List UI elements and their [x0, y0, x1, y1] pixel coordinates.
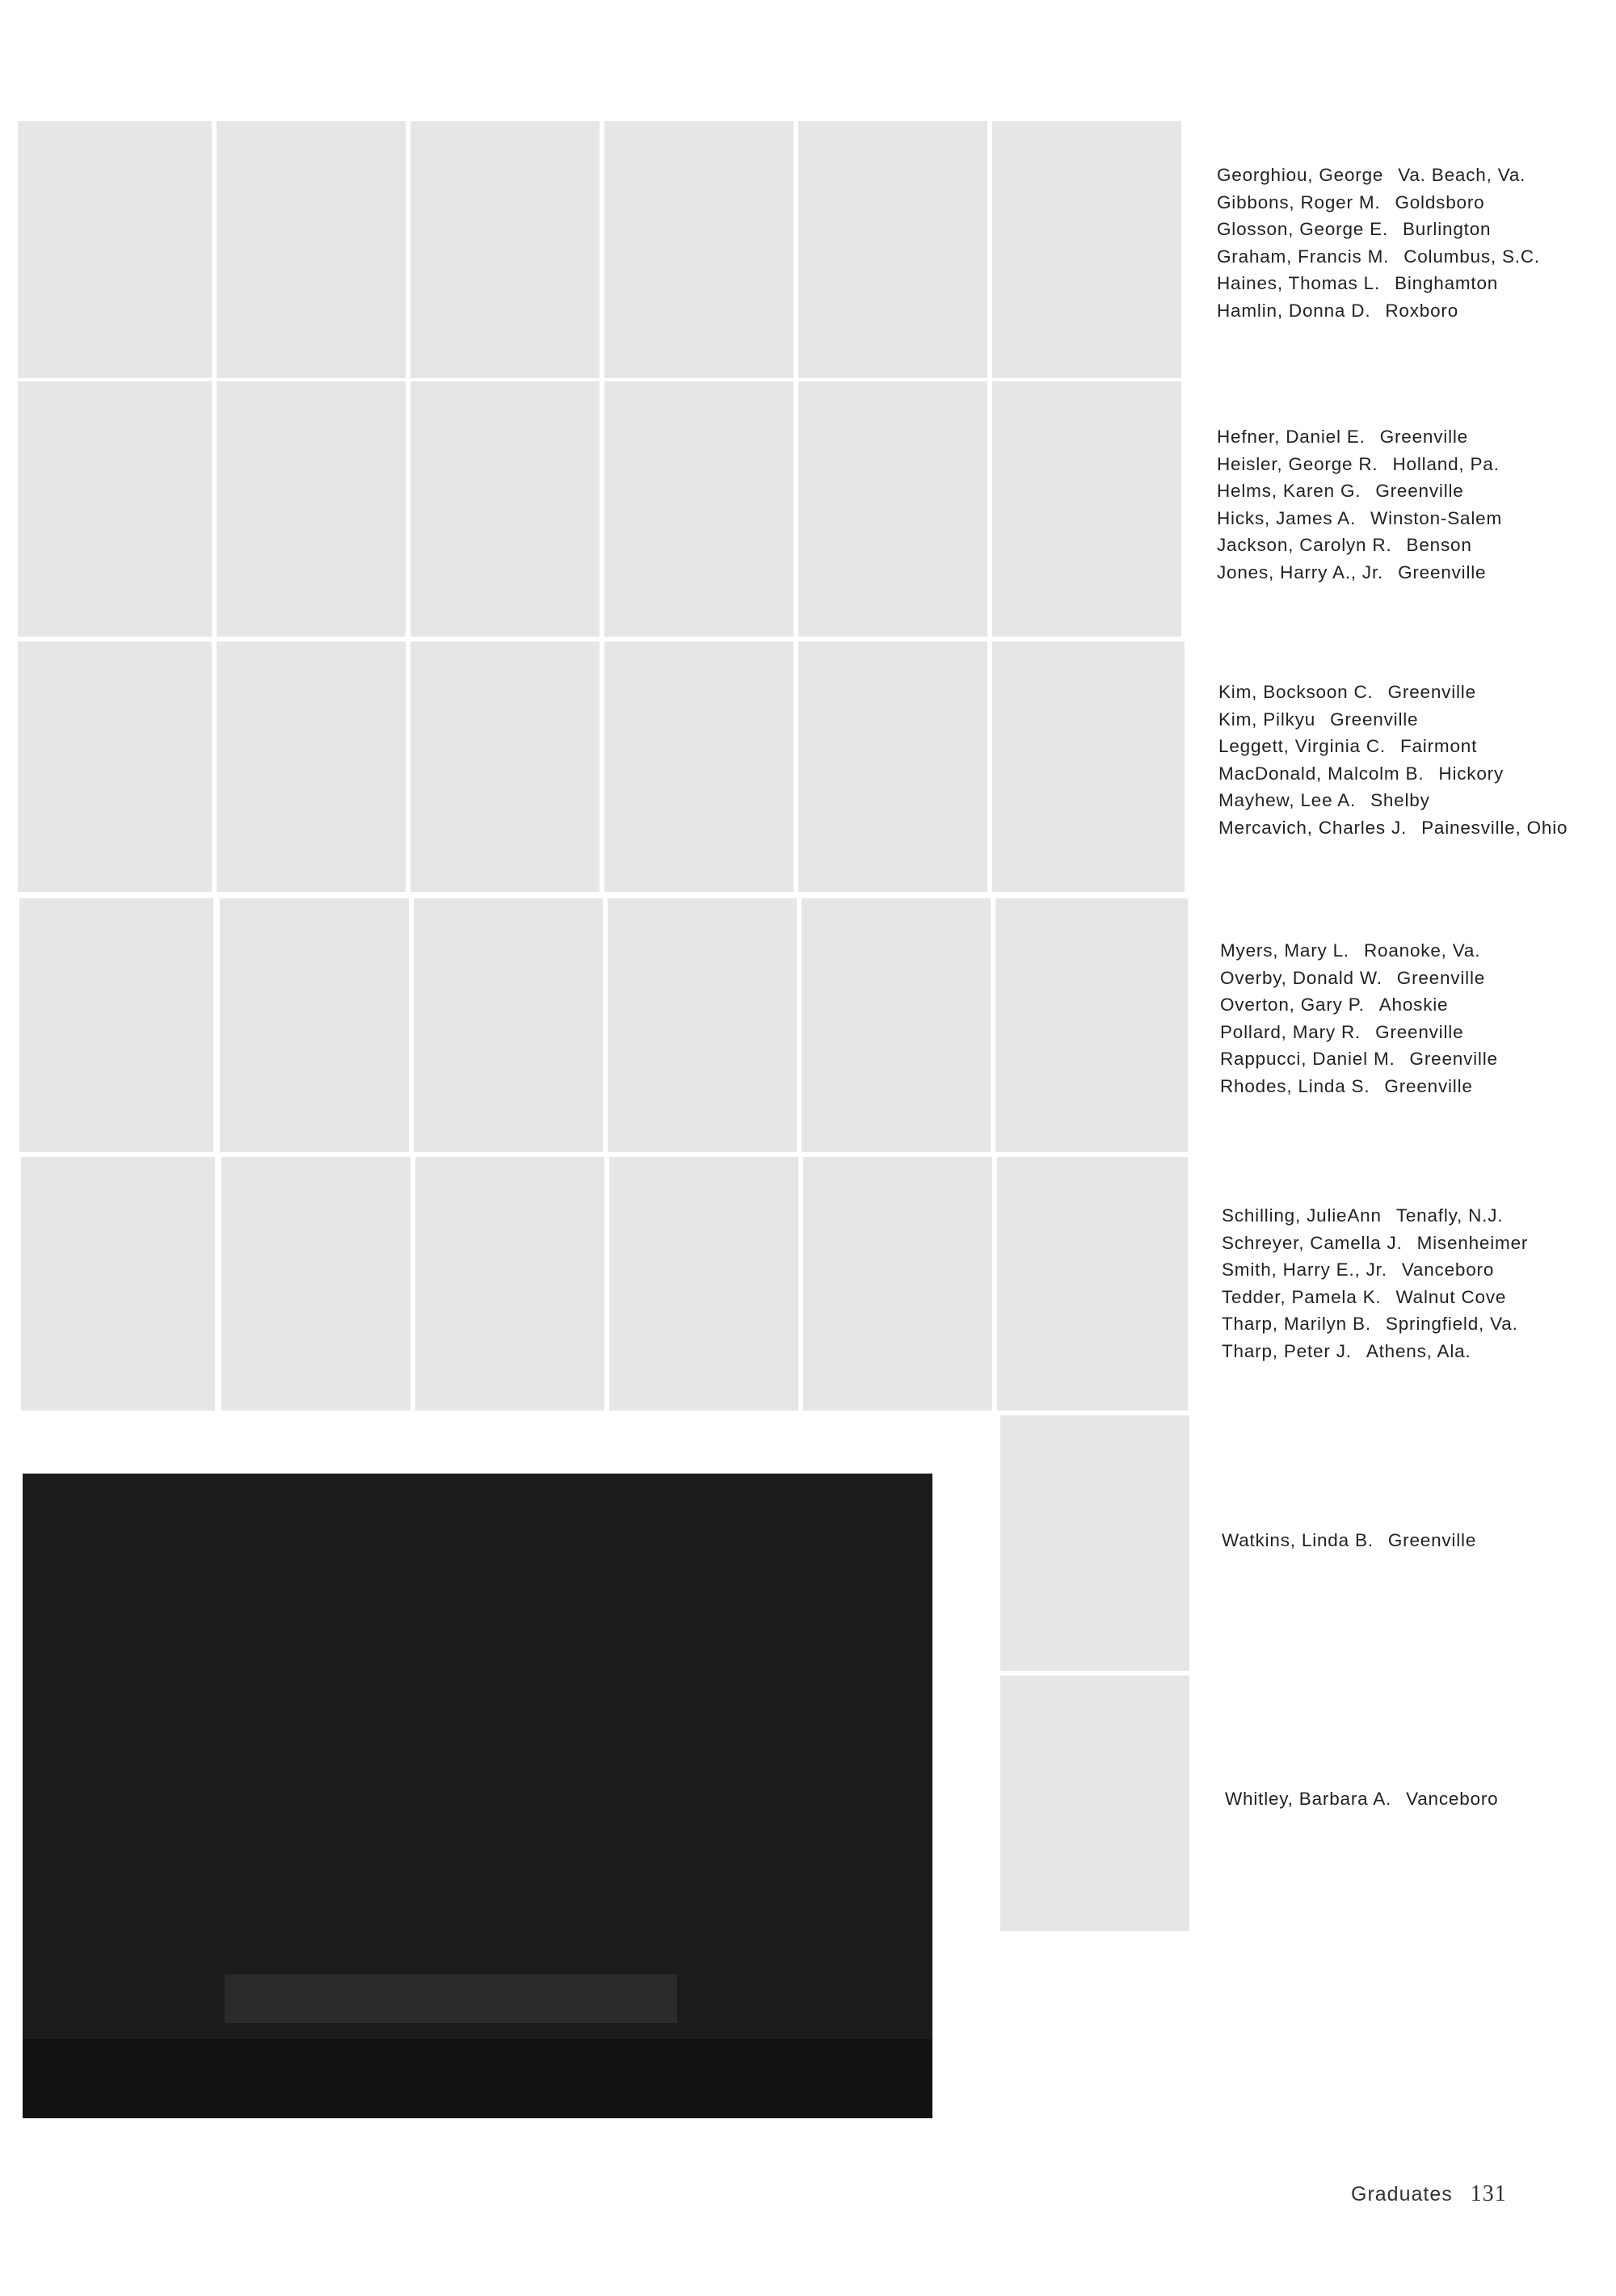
student-entry [1217, 189, 1540, 217]
portrait-photo [415, 1157, 604, 1411]
portrait-photo [217, 121, 406, 378]
student-entry [1220, 965, 1498, 992]
student-hometown: Greenville [1409, 1049, 1498, 1069]
portrait-photo [221, 1157, 410, 1411]
student-name: MacDonald, Malcolm B. [1218, 763, 1425, 784]
campus-building-photo [23, 1474, 932, 2118]
portrait-photo [21, 1157, 215, 1411]
student-hometown: Tenafly, N.J. [1395, 1205, 1504, 1226]
student-entry [1218, 706, 1568, 734]
portrait-photo [604, 381, 793, 637]
student-hometown: Greenville [1387, 682, 1476, 702]
portrait-photo [18, 381, 212, 637]
student-entry [1222, 1256, 1528, 1284]
portrait-photo [18, 121, 212, 378]
student-entry [1222, 1338, 1528, 1365]
student-entry [1217, 477, 1502, 505]
student-entry [1218, 787, 1568, 814]
student-entry [1222, 1310, 1528, 1338]
student-hometown: Benson [1406, 535, 1472, 555]
student-name: Graham, Francis M. [1217, 246, 1390, 267]
name-list [1217, 423, 1502, 586]
portrait-photo [798, 381, 987, 637]
student-name: Pollard, Mary R. [1220, 1021, 1361, 1042]
name-list [1225, 1785, 1498, 1813]
student-hometown: Vanceboro [1401, 1259, 1495, 1280]
student-name: Kim, Bocksoon C. [1218, 682, 1374, 702]
student-hometown: Holland, Pa. [1392, 453, 1500, 474]
student-entry [1220, 1073, 1498, 1100]
student-entry [1217, 270, 1540, 297]
student-name: Schreyer, Camella J. [1222, 1232, 1403, 1253]
portrait-photo [609, 1157, 798, 1411]
portrait-photo [410, 641, 600, 892]
portrait-photo [19, 898, 213, 1152]
portrait-photo [604, 121, 793, 378]
student-hometown: Greenville [1396, 967, 1486, 988]
student-entry [1218, 733, 1568, 760]
student-name: Hicks, James A. [1217, 507, 1357, 528]
student-name: Whitley, Barbara A. [1225, 1789, 1392, 1809]
portrait-photo [608, 898, 797, 1152]
portrait-photo [992, 381, 1181, 637]
student-entry [1217, 505, 1502, 532]
student-hometown: Burlington [1403, 219, 1492, 239]
student-name: Jones, Harry A., Jr. [1217, 561, 1384, 582]
student-entry [1217, 216, 1540, 243]
student-name: Tharp, Marilyn B. [1222, 1314, 1371, 1334]
portrait-photo [995, 898, 1188, 1152]
page-footer [1351, 2181, 1507, 2207]
student-name: Watkins, Linda B. [1222, 1530, 1374, 1550]
student-entry [1217, 243, 1540, 271]
portrait-photo [798, 121, 987, 378]
student-hometown: Winston-Salem [1370, 507, 1502, 528]
student-hometown: Va. Beach, Va. [1398, 165, 1526, 185]
name-list [1222, 1527, 1476, 1554]
student-name: Gibbons, Roger M. [1217, 191, 1381, 212]
student-name: Helms, Karen G. [1217, 481, 1361, 501]
portrait-photo [798, 641, 987, 892]
student-entry [1220, 1019, 1498, 1046]
student-hometown: Greenville [1330, 709, 1419, 730]
page-number: 131 [1470, 2181, 1507, 2206]
portrait-photo [220, 898, 409, 1152]
student-name: Overby, Donald W. [1220, 967, 1382, 988]
student-hometown: Ahoskie [1378, 995, 1449, 1015]
student-hometown: Misenheimer [1416, 1232, 1529, 1253]
student-hometown: Greenville [1384, 1075, 1473, 1096]
student-name: Hamlin, Donna D. [1217, 300, 1371, 321]
student-hometown: Roxboro [1385, 300, 1459, 321]
portrait-photo [992, 641, 1185, 892]
portrait-photo [414, 898, 603, 1152]
name-list [1220, 937, 1498, 1100]
name-list [1218, 679, 1568, 841]
student-entry [1220, 1045, 1498, 1073]
student-entry [1220, 937, 1498, 965]
student-entry [1220, 991, 1498, 1019]
student-hometown: Athens, Ala. [1366, 1340, 1471, 1361]
student-hometown: Vanceboro [1406, 1789, 1499, 1809]
student-hometown: Hickory [1438, 763, 1504, 784]
student-hometown: Walnut Cove [1395, 1286, 1507, 1307]
student-entry [1217, 423, 1502, 451]
student-name: Hefner, Daniel E. [1217, 427, 1366, 447]
student-entry [1218, 760, 1568, 788]
student-name: Leggett, Virginia C. [1218, 736, 1386, 756]
student-entry [1222, 1202, 1528, 1230]
student-entry [1217, 162, 1540, 189]
student-hometown: Goldsboro [1395, 191, 1485, 212]
student-name: Jackson, Carolyn R. [1217, 535, 1392, 555]
student-name: Haines, Thomas L. [1217, 273, 1381, 293]
student-hometown: Greenville [1387, 1530, 1477, 1550]
student-hometown: Greenville [1375, 481, 1464, 501]
student-hometown: Greenville [1379, 427, 1468, 447]
section-title: Graduates [1351, 2183, 1453, 2206]
student-entry [1222, 1230, 1528, 1257]
student-name: Kim, Pilkyu [1218, 709, 1316, 730]
student-entry [1225, 1785, 1498, 1813]
student-name: Georghiou, George [1217, 165, 1384, 185]
student-entry [1222, 1284, 1528, 1311]
name-list [1222, 1202, 1528, 1365]
student-name: Smith, Harry E., Jr. [1222, 1259, 1387, 1280]
portrait-photo [992, 121, 1181, 378]
name-list [1217, 162, 1540, 324]
student-entry [1222, 1527, 1476, 1554]
student-name: Mayhew, Lee A. [1218, 790, 1357, 810]
portrait-photo [217, 381, 406, 637]
student-hometown: Springfield, Va. [1385, 1314, 1518, 1334]
portrait-photo [410, 381, 600, 637]
student-hometown: Fairmont [1399, 736, 1478, 756]
student-entry [1217, 297, 1540, 325]
student-hometown: Painesville, Ohio [1421, 817, 1568, 838]
portrait-photo [803, 1157, 992, 1411]
student-hometown: Greenville [1375, 1021, 1464, 1042]
portrait-photo [997, 1157, 1188, 1411]
student-hometown: Shelby [1370, 790, 1430, 810]
portrait-photo [18, 641, 212, 892]
student-name: Tharp, Peter J. [1222, 1340, 1352, 1361]
student-hometown: Roanoke, Va. [1363, 940, 1481, 961]
portrait-photo [217, 641, 406, 892]
student-name: Rhodes, Linda S. [1220, 1075, 1370, 1096]
student-entry [1217, 532, 1502, 559]
student-hometown: Columbus, S.C. [1403, 246, 1540, 267]
student-entry [1218, 814, 1568, 842]
portrait-photo [802, 898, 991, 1152]
student-name: Tedder, Pamela K. [1222, 1286, 1382, 1307]
portrait-photo [1000, 1676, 1189, 1931]
student-entry [1218, 679, 1568, 706]
student-name: Overton, Gary P. [1220, 995, 1365, 1015]
portrait-photo [604, 641, 793, 892]
portrait-photo [1000, 1415, 1189, 1671]
portrait-photo [410, 121, 600, 378]
student-entry [1217, 451, 1502, 478]
student-hometown: Greenville [1398, 561, 1487, 582]
student-name: Rappucci, Daniel M. [1220, 1049, 1395, 1069]
student-name: Glosson, George E. [1217, 219, 1388, 239]
student-name: Mercavich, Charles J. [1218, 817, 1408, 838]
student-name: Schilling, JulieAnn [1222, 1205, 1382, 1226]
student-name: Heisler, George R. [1217, 453, 1378, 474]
student-entry [1217, 559, 1502, 587]
student-name: Myers, Mary L. [1220, 940, 1349, 961]
student-hometown: Binghamton [1395, 273, 1499, 293]
